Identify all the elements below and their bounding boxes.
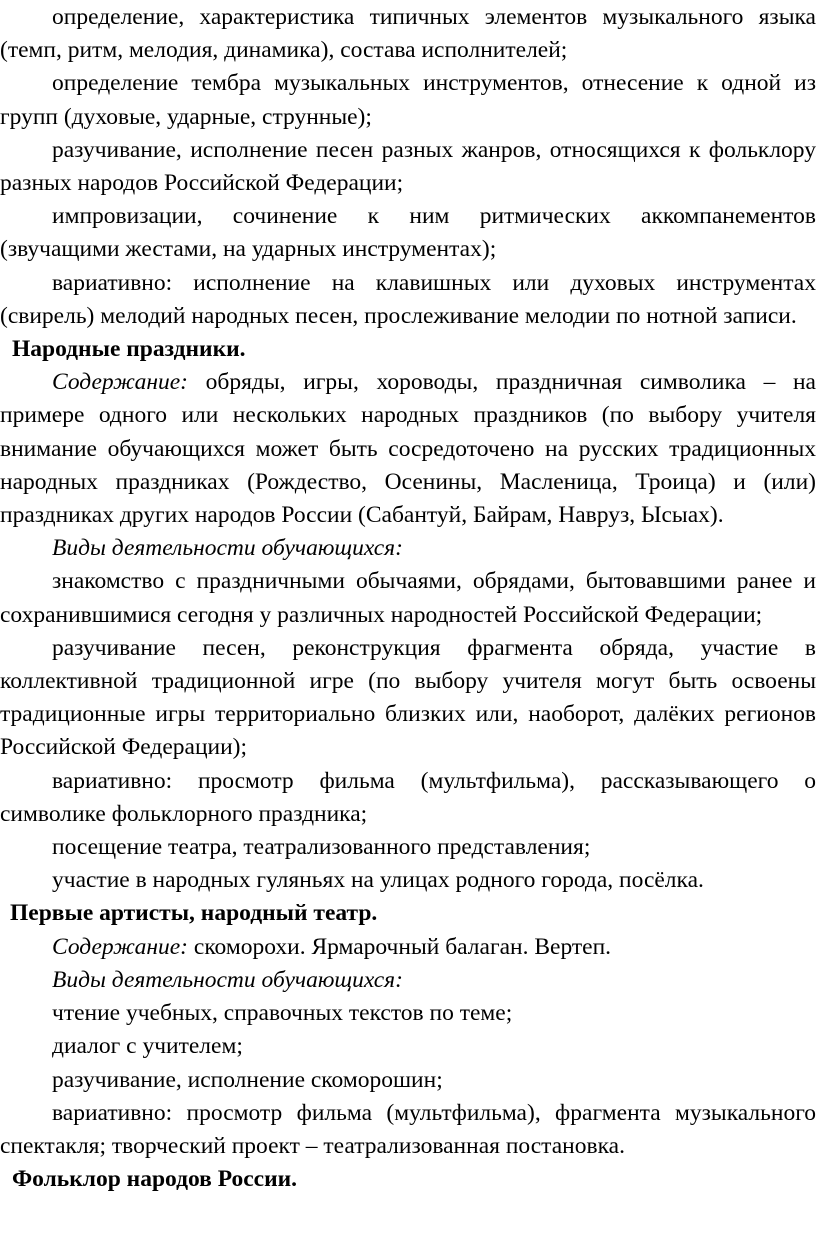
activity-item: посещение театра, театрализованного представления; bbox=[52, 834, 591, 861]
intro-paragraph: импровизации, сочинение к ним ритмических аккомпанементов (звучащими жестами, на ударных инструментах); bbox=[0, 203, 816, 263]
intro-paragraph: определение, характеристика типичных элементов музыкального языка (темп, ритм, мелодия, динамика), состава исполнителей; bbox=[0, 4, 816, 64]
activities-label: Виды деятельности обучающихся: bbox=[52, 966, 403, 993]
section-heading-first-artists: Первые артисты, народный театр. bbox=[10, 900, 378, 927]
intro-paragraph: определение тембра музыкальных инструментов, отнесение к одной из групп (духовые, ударные, струнные); bbox=[0, 70, 816, 130]
activity-item: чтение учебных, справочных текстов по теме; bbox=[52, 1000, 513, 1027]
section-heading-folk-holidays: Народные праздники. bbox=[12, 336, 246, 363]
intro-paragraph: вариативно: исполнение на клавишных или духовых инструментах (свирель) мелодий народных песен, прослеживание мелодии по нотной записи. bbox=[0, 269, 816, 329]
activity-item: вариативно: просмотр фильма (мультфильма), фрагмента музыкального спектакля; творческий проект – театрализованная постановка. bbox=[0, 1099, 816, 1159]
activity-item: разучивание песен, реконструкция фрагмента обряда, участие в коллективной традиционной игре (по выбору учителя могут быть освоены традиционные игры территориально близких или, наоборот, далёких регионов Российской Федерации); bbox=[0, 634, 816, 761]
activities-label: Виды деятельности обучающихся: bbox=[52, 535, 403, 562]
section-heading-folklore: Фольклор народов России. bbox=[12, 1166, 298, 1193]
activity-item: диалог с учителем; bbox=[52, 1033, 243, 1060]
content-text: скоморохи. Ярмарочный балаган. Вертеп. bbox=[188, 933, 612, 960]
content-paragraph bbox=[0, 931, 816, 964]
activity-item: разучивание, исполнение скоморошин; bbox=[52, 1066, 443, 1093]
content-text: обряды, игры, хороводы, праздничная символика – на примере одного или нескольких народных праздников (по выбору учителя внимание обучающихся может быть сосредоточено на русских традиционных народных праздниках (Рождество, Осенины, Масленица, Троица) и (или) праздниках других народов России (Сабантуй, Байрам, Навруз, Ысыах). bbox=[0, 369, 816, 529]
content-label: Содержание: bbox=[52, 933, 189, 960]
activity-item: знакомство с праздничными обычаями, обрядами, бытовавшими ранее и сохранившимися сегодня у различных народностей Российской Федерации; bbox=[0, 568, 816, 628]
activity-item: участие в народных гуляньях на улицах родного города, посёлка. bbox=[52, 867, 704, 894]
content-label: Содержание: bbox=[52, 369, 189, 396]
intro-paragraph: разучивание, исполнение песен разных жанров, относящихся к фольклору разных народов Российской Федерации; bbox=[0, 136, 816, 197]
activity-item: вариативно: просмотр фильма (мультфильма), рассказывающего о символике фольклорного праздника; bbox=[0, 767, 816, 827]
content-paragraph bbox=[0, 366, 816, 532]
